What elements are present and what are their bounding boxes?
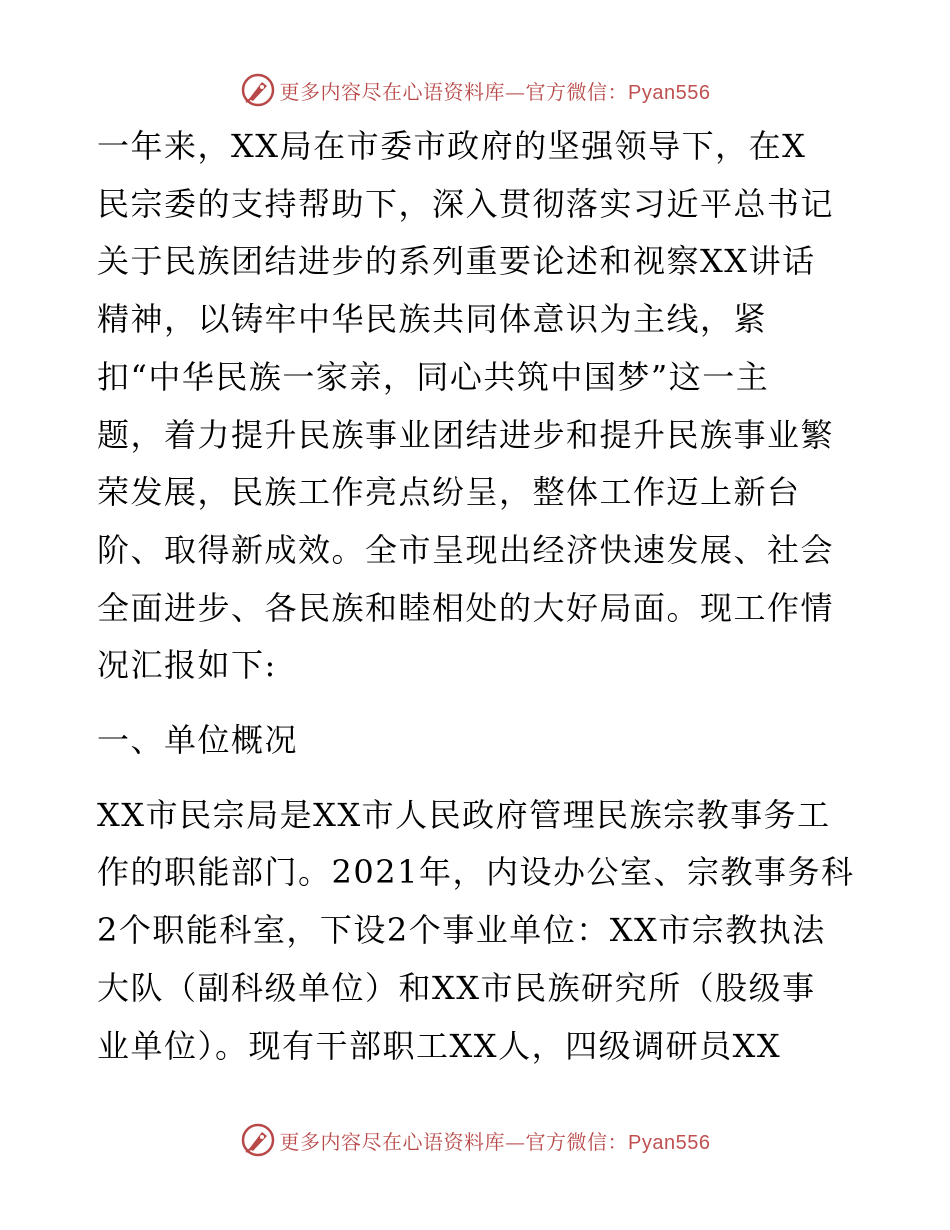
text-line: 精神，以铸牢中华民族共同体意识为主线，紧	[97, 300, 768, 339]
footer-watermark	[0, 1120, 950, 1160]
watermark-contact: 官方微信：	[525, 79, 629, 104]
watermark-text	[280, 76, 711, 105]
text-line: 大队（副科级单位）和XX市民族研究所（股级事	[97, 968, 816, 1007]
text-line: 扣“中华民族一家亲，同心共筑中国梦”这一主	[97, 357, 770, 396]
paragraph-unit-overview	[97, 787, 867, 1076]
text-line: 阶、取得新成效。全市呈现出经济快速发展、社会	[97, 530, 835, 569]
text-line: 关于民族团结进步的系列重要论述和视察XX讲话	[97, 242, 816, 281]
watermark-contact-id: Pyan556	[628, 1131, 711, 1154]
paragraph-intro	[97, 118, 867, 695]
pen-nib-seal-icon	[240, 1122, 276, 1158]
text-line: 民宗委的支持帮助下，深入贯彻落实习近平总书记	[97, 184, 835, 223]
document-body	[97, 118, 867, 1075]
watermark-cn: 更多内容尽在心语资料库	[279, 79, 506, 104]
watermark-contact-id: Pyan556	[628, 81, 711, 104]
text-line: 荣发展，民族工作亮点纷呈，整体工作迈上新台	[97, 473, 801, 512]
text-line: 作的职能部门。2021年，内设办公室、宗教事务科	[97, 853, 855, 892]
watermark-contact: 官方微信：	[525, 1129, 629, 1154]
text-line: 全面进步、各民族和睦相处的大好局面。现工作情	[97, 588, 835, 627]
watermark-cn: 更多内容尽在心语资料库	[279, 1129, 506, 1154]
text-line: XX市民宗局是XX市人民政府管理民族宗教事务工	[97, 795, 831, 834]
watermark-separator: —	[505, 79, 526, 104]
section-heading: 一、单位概况	[97, 721, 299, 760]
text-line: 2个职能科室，下设2个事业单位：XX市宗教执法	[97, 911, 826, 950]
text-line: 况汇报如下:	[97, 646, 277, 685]
header-watermark	[0, 70, 950, 110]
text-line: 题，着力提升民族事业团结进步和提升民族事业繁	[97, 415, 835, 454]
watermark-text	[280, 1126, 711, 1155]
text-line: 一年来，XX局在市委市政府的坚强领导下，在X	[97, 127, 807, 165]
pen-nib-seal-icon	[240, 72, 276, 108]
watermark-separator: —	[505, 1129, 526, 1154]
text-line: 业单位）。现有干部职工XX人，四级调研员XX	[97, 1026, 782, 1065]
